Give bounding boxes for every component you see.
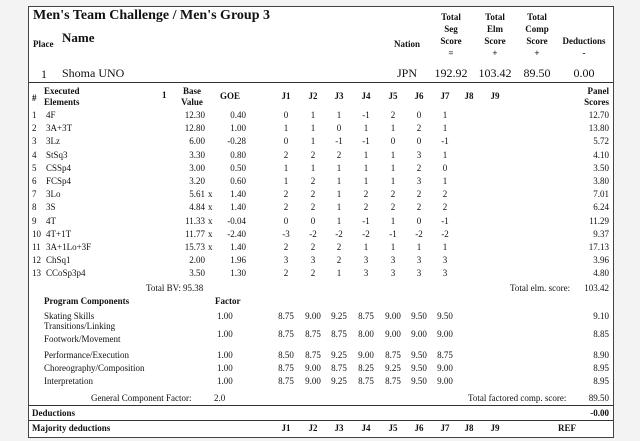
judge-score: -1 [441, 136, 449, 147]
element-number: 7 [32, 189, 37, 200]
judge-score: 1 [363, 176, 369, 186]
element-base-value: 3.30 [189, 149, 205, 160]
judge-score: 9.25 [331, 311, 347, 321]
judge-score: 1 [416, 242, 422, 252]
element-goe: 0.40 [230, 110, 246, 120]
judge-score: 3 [442, 255, 448, 266]
judge-score: 9.25 [331, 376, 347, 386]
judge-score: 2 [336, 255, 342, 266]
judge-score: 1 [390, 149, 396, 160]
judge-score: 1 [363, 242, 369, 252]
judge-score: 8.75 [331, 363, 347, 373]
element-panel-score: 5.72 [593, 136, 609, 147]
judge-score: 1 [310, 123, 316, 134]
judge-score: 8.50 [278, 350, 294, 360]
judge-score: 2 [283, 268, 289, 279]
judge-score: -1 [441, 215, 449, 226]
judge-score: 8.75 [437, 350, 453, 360]
judge-score: 9.00 [385, 311, 401, 321]
element-panel-score: 13.80 [588, 123, 609, 134]
judge-score: 9.25 [385, 363, 401, 373]
page-title: Men's Team Challenge / Men's Group 3 [33, 8, 270, 23]
col-info: 1 [162, 90, 167, 100]
judge-score: 2 [310, 268, 316, 279]
judge-score: 0 [283, 136, 289, 147]
judge-score: 1 [442, 149, 448, 160]
protocol-sheet [28, 6, 614, 438]
element-goe: 0.60 [230, 176, 246, 186]
judge-score: 8.75 [385, 376, 401, 386]
judge-score: 2 [310, 176, 316, 186]
element-code: CCoSp3p4 [46, 268, 86, 279]
divider [29, 82, 613, 83]
judge-score: 1 [390, 176, 396, 186]
element-base-value: 5.61 [189, 189, 205, 200]
judge-score: 3 [416, 149, 422, 160]
judge-header: J6 [414, 91, 424, 101]
element-goe: 1.40 [230, 242, 246, 252]
judge-score: 2 [283, 149, 289, 160]
element-goe: 1.40 [230, 189, 246, 200]
judge-score: -1 [362, 110, 370, 120]
element-panel-score: 3.50 [593, 162, 609, 173]
judge-score: -3 [282, 228, 290, 239]
judge-header: J4 [361, 91, 371, 101]
component-score: 8.85 [593, 329, 609, 339]
element-code: CSSp4 [46, 162, 72, 173]
element-bonus-mark: x [208, 189, 213, 200]
judge-score: -1 [362, 136, 370, 147]
element-base-value: 6.00 [189, 136, 205, 147]
judge-score: 1 [390, 242, 396, 252]
judge-score: 2 [283, 202, 289, 213]
element-number: 6 [32, 176, 37, 186]
majority-deductions-label: Majority deductions [32, 423, 111, 433]
judge-score: 1 [442, 176, 448, 186]
component-score: 8.90 [593, 350, 609, 360]
component-factor: 1.00 [217, 329, 233, 339]
judge-score: 3 [283, 255, 289, 266]
total-elm-score-label: Total elm. score: [510, 283, 571, 293]
judge-score: 1 [336, 162, 342, 173]
judge-score: 1 [336, 189, 342, 200]
judge-score: 0 [283, 215, 289, 226]
judge-score: 2 [310, 202, 316, 213]
ref-label: REF [558, 423, 576, 433]
element-number: 8 [32, 202, 37, 213]
judge-score: 2 [310, 149, 316, 160]
judge-score: 1 [336, 202, 342, 213]
judge-score: 2 [363, 189, 369, 200]
judge-header: J3 [334, 423, 344, 433]
element-number: 2 [32, 123, 37, 134]
judge-score: 9.00 [305, 376, 321, 386]
element-base-value: 11.33 [185, 215, 205, 226]
total-elm-score-value: 103.42 [584, 283, 609, 293]
judge-score: 8.75 [278, 376, 294, 386]
deductions-header: Deductions - [562, 36, 606, 58]
component-name: Performance/Execution [44, 350, 129, 360]
judge-score: 3 [310, 255, 316, 266]
skater-comp-score: 89.50 [523, 66, 551, 80]
component-name: Interpretation [44, 376, 93, 386]
name-header: Name [62, 30, 95, 45]
judge-score: 9.00 [305, 311, 321, 321]
judge-score: 0 [416, 136, 422, 147]
judge-score: 1 [390, 162, 396, 173]
element-panel-score: 4.10 [593, 149, 609, 160]
judge-score: 1 [336, 215, 342, 226]
tfc-value: 89.50 [588, 393, 609, 403]
judge-score: 2 [363, 202, 369, 213]
element-goe: -0.28 [227, 136, 246, 147]
judge-score: 9.00 [411, 329, 427, 339]
component-factor: 1.00 [217, 363, 233, 373]
judge-score: 3 [390, 255, 396, 266]
judge-score: 9.50 [411, 350, 427, 360]
judge-score: 3 [363, 268, 369, 279]
element-goe: -2.40 [227, 228, 246, 239]
total-bv-value: 95.38 [183, 283, 204, 293]
element-bonus-mark: x [208, 215, 213, 226]
judge-header: J3 [334, 91, 344, 101]
judge-score: 2 [442, 202, 448, 213]
total-bv-label: Total BV: [146, 283, 181, 293]
element-code: 3S [46, 202, 56, 213]
element-code: 3A+1Lo+3F [46, 242, 92, 252]
element-code: 4T+1T [46, 228, 72, 239]
element-goe: 0.80 [230, 149, 246, 160]
judge-score: 3 [416, 268, 422, 279]
judge-score: 0 [390, 136, 396, 147]
judge-score: 2 [336, 242, 342, 252]
element-base-value: 11.77 [185, 228, 205, 239]
element-number: 10 [32, 228, 41, 239]
element-base-value: 3.20 [189, 176, 205, 186]
skater-elm-score: 103.42 [478, 66, 512, 80]
judge-score: 1 [336, 268, 342, 279]
element-panel-score: 17.13 [588, 242, 609, 252]
skater-name: Shoma UNO [62, 66, 125, 80]
element-base-value: 15.73 [184, 242, 205, 252]
judge-score: 1 [390, 123, 396, 134]
factor-header: Factor [215, 296, 241, 306]
component-name: Choreography/Composition [44, 363, 145, 373]
skater-seg-score: 192.92 [434, 66, 468, 80]
element-base-value: 12.30 [184, 110, 205, 120]
judge-score: 0 [416, 215, 422, 226]
element-panel-score: 11.29 [589, 215, 609, 226]
judge-score: 8.75 [278, 363, 294, 373]
element-base-value: 2.00 [189, 255, 205, 266]
col-panel-scores: Panel Scores [584, 86, 609, 107]
element-number: 9 [32, 215, 37, 226]
component-name: Transitions/Linking [44, 321, 116, 331]
element-goe: 1.30 [230, 268, 246, 279]
element-code: 3A+3T [46, 123, 73, 134]
element-panel-score: 6.24 [593, 202, 609, 213]
place-header: Place [33, 39, 54, 49]
judge-header: J5 [388, 91, 398, 101]
program-components-title: Program Components [44, 296, 130, 306]
judge-score: 8.25 [358, 363, 374, 373]
judge-score: 1 [363, 149, 369, 160]
judge-score: 2 [416, 202, 422, 213]
element-panel-score: 12.70 [588, 110, 609, 120]
judge-score: 1 [442, 242, 448, 252]
judge-header: J9 [490, 91, 500, 101]
judge-score: 3 [442, 268, 448, 279]
judge-score: 2 [416, 189, 422, 200]
component-score: 9.10 [593, 311, 609, 321]
judge-score: 2 [283, 189, 289, 200]
judge-score: 9.00 [437, 329, 453, 339]
component-name: Skating Skills [44, 311, 95, 321]
judge-score: 2 [416, 123, 422, 134]
element-goe: -0.04 [227, 215, 246, 226]
element-number: 12 [32, 255, 41, 266]
element-goe: 1.96 [230, 255, 246, 266]
judge-score: -1 [389, 228, 397, 239]
judge-header: J7 [440, 423, 450, 433]
divider [29, 405, 613, 406]
element-panel-score: 3.96 [593, 255, 609, 266]
judge-score: 3 [416, 176, 422, 186]
element-code: 3Lo [46, 189, 61, 200]
component-score: 8.95 [593, 376, 609, 386]
element-number: 3 [32, 136, 37, 147]
judge-header: J5 [388, 423, 398, 433]
judge-score: 8.75 [278, 311, 294, 321]
judge-score: 3 [363, 255, 369, 266]
judge-score: 3 [416, 255, 422, 266]
judge-header: J1 [281, 91, 291, 101]
judge-header: J2 [308, 91, 318, 101]
element-panel-score: 9.37 [593, 228, 609, 239]
skater-nation: JPN [397, 66, 418, 80]
judge-score: 1 [390, 215, 396, 226]
judge-score: 1 [363, 123, 369, 134]
element-base-value: 3.00 [189, 162, 205, 173]
judge-score: -2 [335, 228, 343, 239]
judge-score: -2 [441, 228, 449, 239]
judge-header: J8 [464, 91, 474, 101]
judge-score: 9.50 [411, 376, 427, 386]
judge-score: 2 [283, 242, 289, 252]
judge-score: -1 [362, 215, 370, 226]
divider [29, 420, 613, 421]
judge-score: 1 [310, 162, 316, 173]
judge-score: -2 [415, 228, 423, 239]
judge-score: 2 [390, 202, 396, 213]
component-factor: 1.00 [217, 376, 233, 386]
judge-score: 9.00 [437, 376, 453, 386]
judge-score: 9.00 [385, 329, 401, 339]
judge-header: J8 [464, 423, 474, 433]
gcf-label: General Component Factor: [91, 393, 192, 403]
judge-score: 9.00 [437, 363, 453, 373]
judge-score: 8.75 [358, 311, 374, 321]
judge-score: 0 [310, 215, 316, 226]
element-number: 5 [32, 162, 37, 173]
component-factor: 1.00 [217, 311, 233, 321]
element-base-value: 4.84 [189, 202, 205, 213]
element-goe: 0.50 [230, 162, 246, 173]
judge-score: 1 [283, 176, 289, 186]
judge-score: 0 [442, 162, 448, 173]
judge-score: 8.75 [305, 329, 321, 339]
judge-score: 9.50 [411, 363, 427, 373]
judge-header: J9 [490, 423, 500, 433]
total-seg-header: Total Seg Score = [440, 12, 462, 58]
judge-score: 2 [310, 189, 316, 200]
deductions-value: -0.00 [590, 408, 609, 418]
element-panel-score: 7.01 [593, 189, 609, 200]
element-goe: 1.00 [230, 123, 246, 134]
judge-score: 9.00 [305, 363, 321, 373]
judge-score: 2 [442, 189, 448, 200]
element-code: ChSq1 [46, 255, 71, 266]
judge-score: 8.75 [358, 376, 374, 386]
judge-score: 8.00 [358, 329, 374, 339]
judge-score: 8.75 [278, 329, 294, 339]
judge-score: 3 [390, 268, 396, 279]
judge-score: 2 [416, 162, 422, 173]
element-code: 3Lz [46, 136, 60, 147]
judge-score: 1 [442, 110, 448, 120]
judge-score: 0 [283, 110, 289, 120]
judge-score: -2 [362, 228, 370, 239]
judge-score: 9.50 [437, 311, 453, 321]
tfc-label: Total factored comp. score: [468, 393, 567, 403]
deductions-label: Deductions [32, 408, 76, 418]
skater-deductions: 0.00 [573, 66, 595, 80]
element-number: 1 [32, 110, 37, 120]
element-goe: 1.40 [230, 202, 246, 213]
element-bonus-mark: x [208, 202, 213, 213]
element-panel-score: 4.80 [593, 268, 609, 279]
judge-score: 9.25 [331, 350, 347, 360]
element-number: 13 [32, 268, 41, 279]
col-executed-elements: Executed Elements [44, 86, 80, 107]
judge-score: 8.75 [305, 350, 321, 360]
component-name: Footwork/Movement [44, 334, 121, 344]
element-code: StSq3 [46, 149, 68, 160]
col-goe: GOE [219, 91, 240, 101]
judge-score: 2 [310, 242, 316, 252]
element-code: 4F [46, 110, 56, 120]
judge-score: 2 [336, 149, 342, 160]
judge-score: 9.00 [358, 350, 374, 360]
element-bonus-mark: x [208, 242, 213, 252]
judge-score: 1 [310, 136, 316, 147]
element-base-value: 12.80 [184, 123, 205, 134]
total-elm-header: Total Elm Score + [484, 12, 506, 58]
judge-score: 9.50 [411, 311, 427, 321]
judge-header: J1 [281, 423, 291, 433]
skater-place: 1 [41, 67, 47, 81]
element-number: 11 [32, 242, 41, 252]
judge-score: 2 [390, 110, 396, 120]
judge-score: -2 [309, 228, 317, 239]
judge-score: 8.75 [331, 329, 347, 339]
judge-score: 1 [310, 110, 316, 120]
judge-header: J6 [414, 423, 424, 433]
judge-score: 1 [283, 123, 289, 134]
element-panel-score: 3.80 [593, 176, 609, 186]
element-bonus-mark: x [208, 228, 213, 239]
judge-score: 0 [416, 110, 422, 120]
judge-score: 2 [390, 189, 396, 200]
judge-score: -1 [335, 136, 343, 147]
judge-score: 1 [283, 162, 289, 173]
element-number: 4 [32, 149, 37, 160]
col-num: # [32, 93, 37, 103]
element-base-value: 3.50 [189, 268, 205, 279]
total-comp-header: Total Comp Score + [525, 12, 549, 58]
col-base-value: Base Value [181, 86, 203, 107]
judge-header: J2 [308, 423, 318, 433]
judge-score: 8.75 [385, 350, 401, 360]
judge-score: 1 [336, 110, 342, 120]
judge-score: 1 [363, 162, 369, 173]
judge-header: J7 [440, 91, 450, 101]
gcf-value: 2.0 [214, 393, 226, 403]
element-code: FCSp4 [46, 176, 72, 186]
component-factor: 1.00 [217, 350, 233, 360]
judge-score: 1 [442, 123, 448, 134]
judge-header: J4 [361, 423, 371, 433]
judge-score: 0 [336, 123, 342, 134]
component-score: 8.95 [593, 363, 609, 373]
element-code: 4T [46, 215, 56, 226]
nation-header: Nation [394, 39, 421, 49]
judge-score: 1 [336, 176, 342, 186]
